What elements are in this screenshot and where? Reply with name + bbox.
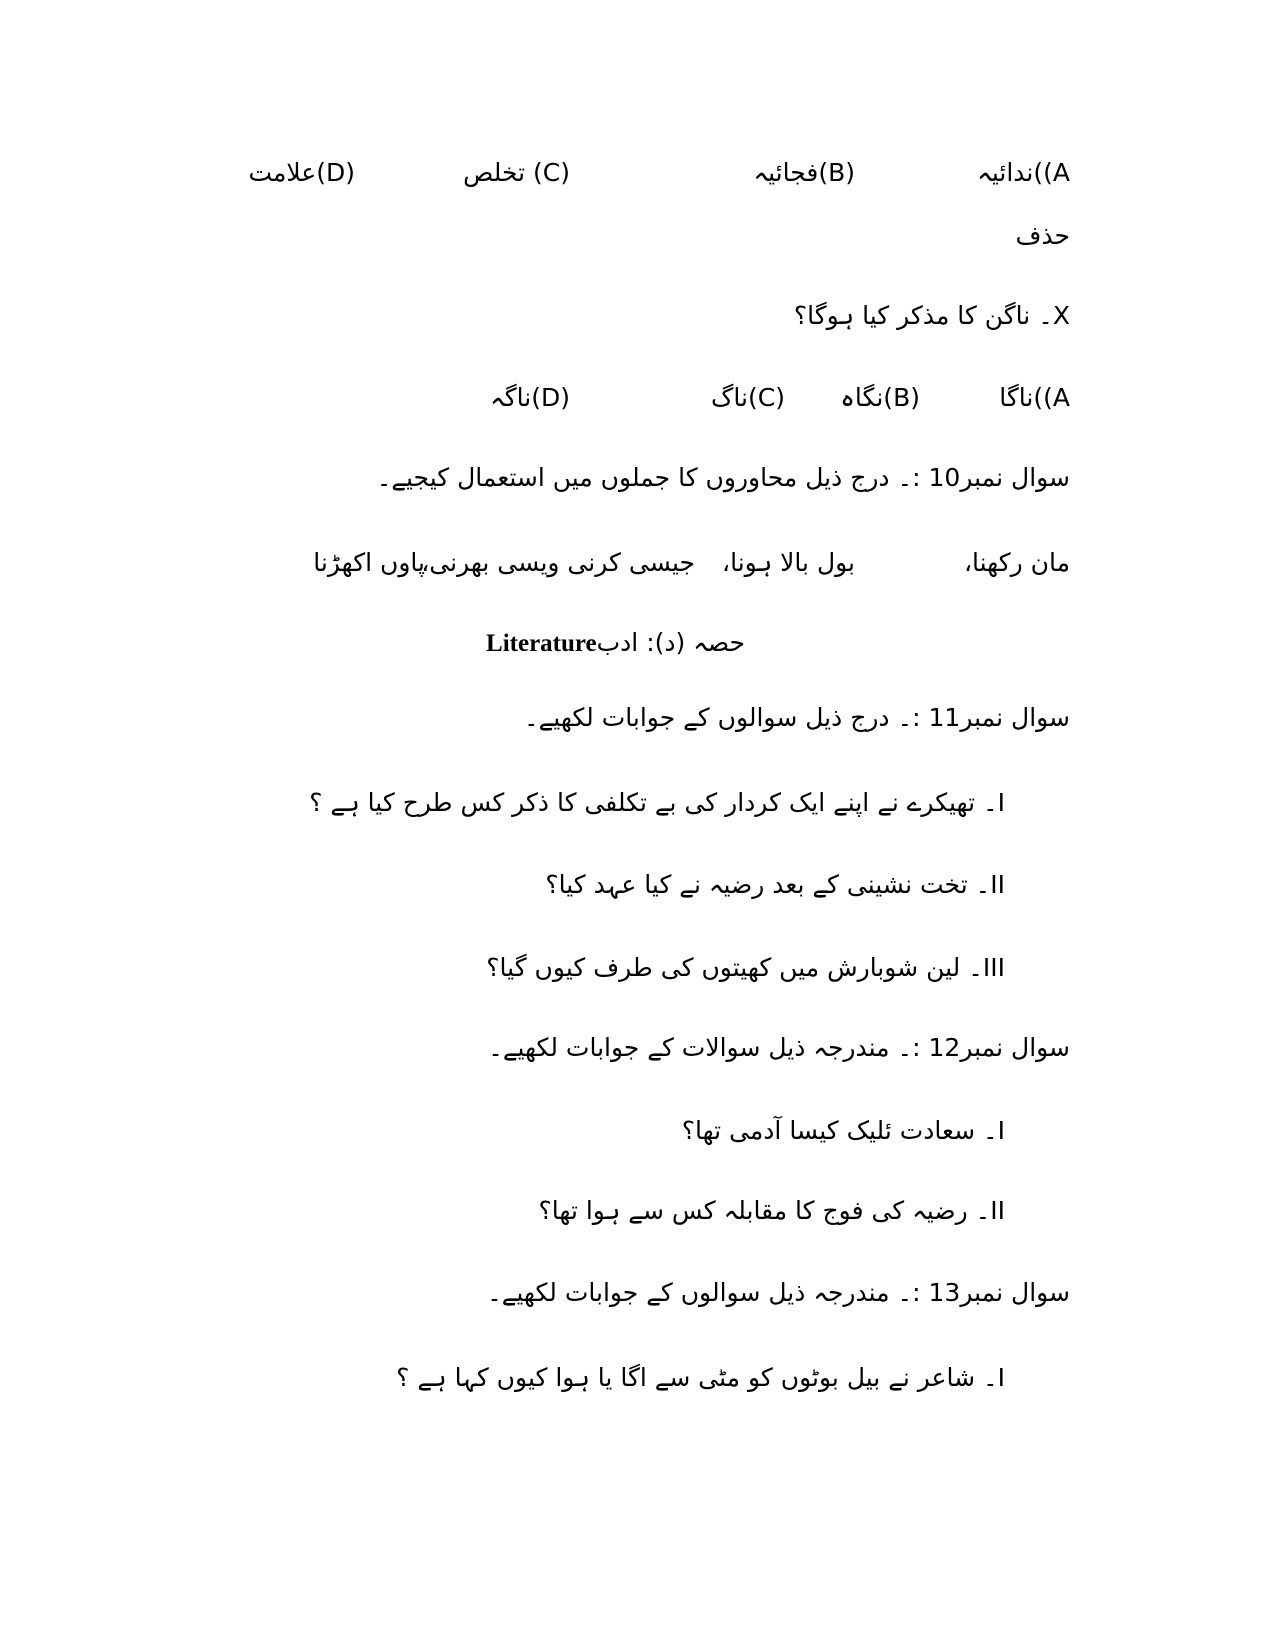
question-11-title: سوال نمبر11 :۔ درج ذیل سوالوں کے جوابات لکھیے۔ <box>523 703 1070 732</box>
idiom-1: مان رکھنا، <box>963 548 1070 577</box>
question-10-title: سوال نمبر10 :۔ درج ذیل محاوروں کا جملوں میں استعمال کیجیے۔ <box>376 463 1070 492</box>
idiom-3: جیسی کرنی ویسی بھرنی، <box>421 548 695 577</box>
question-13-item-1: I۔ شاعر نے بیل بوٹوں کو مٹی سے اگا یا ہوا کیوں کہا ہے ؟ <box>396 1363 1005 1392</box>
question-12-item-1: I۔ سعادت ئلیک کیسا آدمی تھا؟ <box>681 1116 1005 1145</box>
question-x-option-d: (D)ناگہ <box>490 383 570 412</box>
question-12-item-2: II۔ رضیہ کی فوج کا مقابلہ کس سے ہوا تھا؟ <box>538 1196 1005 1225</box>
question-x-option-a: A))ناگا <box>999 383 1070 412</box>
question-11-item-2: II۔ تخت نشینی کے بعد رضیہ نے کیا عہد کیا؟ <box>545 870 1005 899</box>
question-13-title: سوال نمبر13 :۔ مندرجہ ذیل سوالوں کے جوابات لکھیے۔ <box>487 1278 1070 1307</box>
section-english: Literature <box>486 630 597 657</box>
option-c: (C) تخلص <box>463 158 570 187</box>
option-d-continuation: حذف <box>1015 221 1070 250</box>
question-x-option-b: (B)نگاہ <box>840 383 920 412</box>
question-11-item-1: I۔ تھیکرے نے اپنے ایک کردار کی بے تکلفی کا ذکر کس طرح کیا ہے ؟ <box>309 788 1005 817</box>
question-12-title: سوال نمبر12 :۔ مندرجہ ذیل سوالات کے جوابات لکھیے۔ <box>488 1033 1070 1062</box>
idiom-4: پاوں اکھڑنا <box>313 548 425 577</box>
option-d: (D)علامت <box>248 158 355 187</box>
option-a: A))ندائیہ <box>977 158 1070 187</box>
question-11-item-3: III۔ لین شوبارش میں کھیتوں کی طرف کیوں گیا؟ <box>486 953 1005 982</box>
idiom-2: بول بالا ہونا، <box>722 548 855 577</box>
question-x-option-c: (C)ناگ <box>711 383 785 412</box>
option-b: (B)فجائیہ <box>753 158 855 187</box>
section-heading <box>486 625 745 662</box>
section-label: حصہ (د): ادب <box>596 628 745 657</box>
question-x: X۔ ناگن کا مذکر کیا ہوگا؟ <box>793 301 1070 330</box>
